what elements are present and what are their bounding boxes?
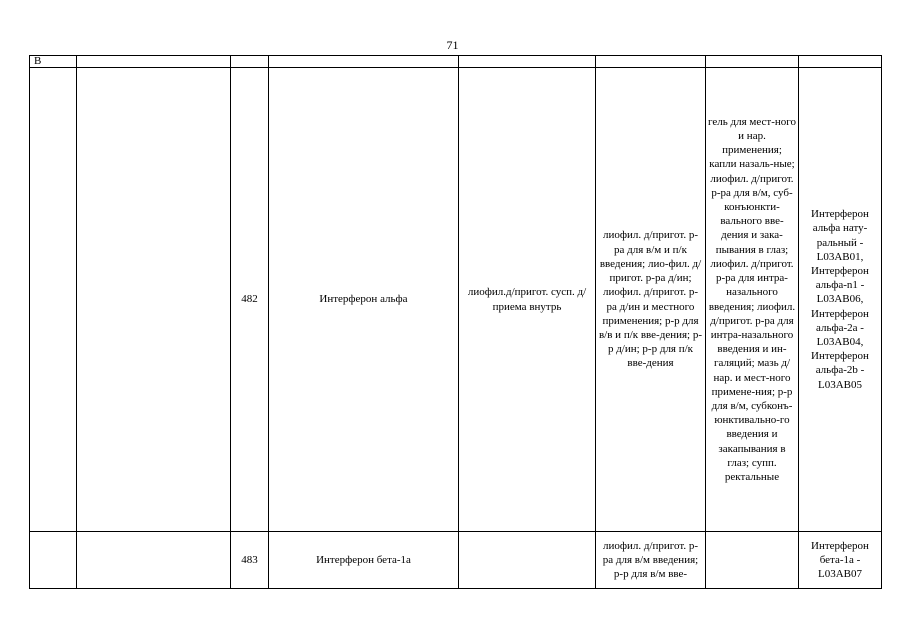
header-cell-5 [459,56,596,68]
dosage-form: лиофил.д/пригот. сусп. д/приема внутрь [459,68,596,532]
header-cell-2 [77,56,231,68]
atc-code: Интерферон альфа нату-ральный - L03AB01, Интерферон альфа-n1 - L03AB06, Интерферон альфа-2а - L03AB04, Интерферон альфа-2b - L03AB05 [799,68,882,532]
empty-cell [30,68,77,532]
dosage-form-2: лиофил. д/пригот. р-ра для в/м и п/к введения; лио-фил. д/пригот. р-ра д/ин; лиофил. д/пригот. р-ра д/ин и местного применения; р-р для в/в и п/к вве-дения; р-р д/ин; р-р для п/к вве-дения [596,68,706,532]
atc-code: Интерферон бета-1а - L03AB07 [799,532,882,589]
header-row [30,56,882,68]
row-number: 482 [231,68,269,532]
table-row [30,532,882,589]
dosage-form-3 [706,532,799,589]
page-number: 71 [446,38,459,52]
header-cell-1: В [30,56,77,68]
header-cell-8 [799,56,882,68]
empty-cell [30,532,77,589]
header-cell-3 [231,56,269,68]
empty-cell [77,68,231,532]
drug-name: Интерферон бета-1а [269,532,459,589]
drug-table [29,55,882,589]
header-cell-4 [269,56,459,68]
dosage-form [459,532,596,589]
dosage-form-3: гель для мест-ного и нар. применения; капли назаль-ные; лиофил. д/пригот. р-ра для в/м, суб-конъюнкти-вального вве-дения и зака-пывания в глаз; лиофил. д/пригот. р-ра для интра-назального введения; лиофил. д/пригот. р-ра для интра-назального введения и ин-галяций; мазь д/нар. и мест-ного примене-ния; р-р для в/м, субконъ-юнктивально-го введения и закапывания в глаз; супп. ректальные [706,68,799,532]
drug-name: Интерферон альфа [269,68,459,532]
table-row [30,68,882,532]
header-cell-6 [596,56,706,68]
dosage-form-2: лиофил. д/пригот. р-ра для в/м введения; р-р для в/м вве- [596,532,706,589]
empty-cell [77,532,231,589]
header-cell-7 [706,56,799,68]
row-number: 483 [231,532,269,589]
